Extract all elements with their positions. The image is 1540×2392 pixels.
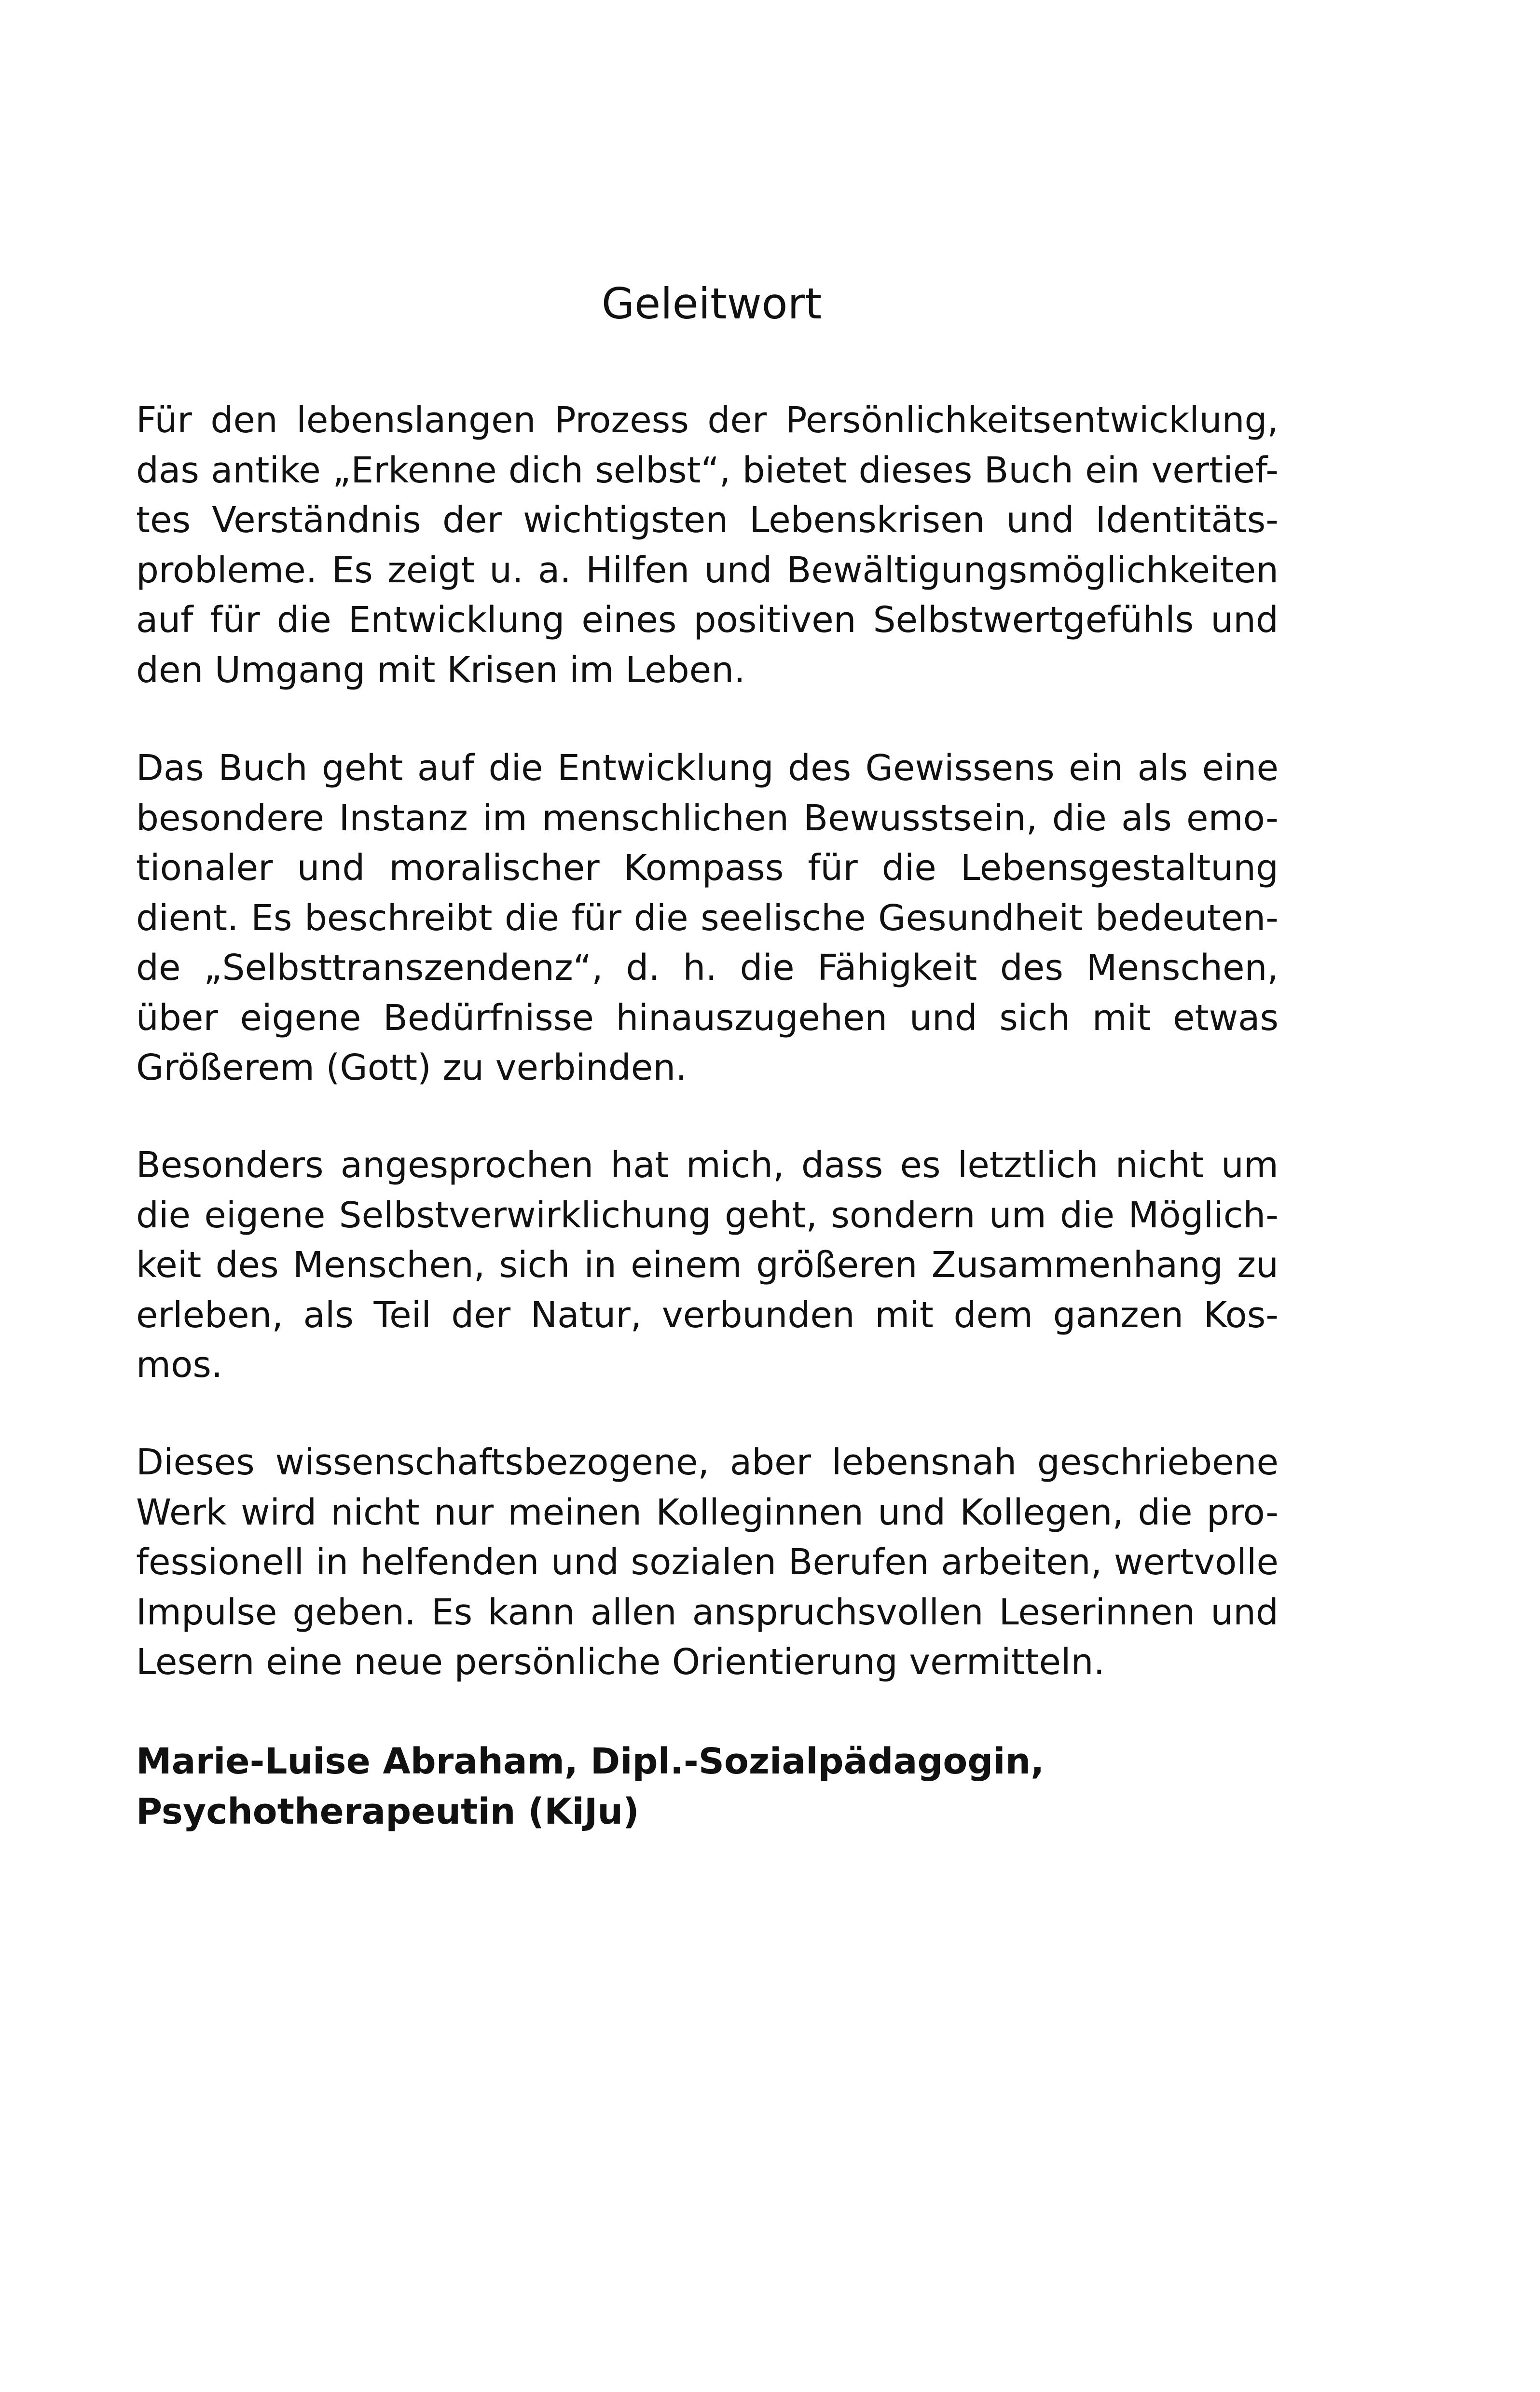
paragraph-line: über eigene Bedürfnisse hinauszugehen und sich mit etwas [136, 997, 1279, 1039]
paragraph-line: das antike „Erkenne dich selbst“, bietet dieses Buch ein vertief- [136, 449, 1279, 491]
paragraph-line: besondere Instanz im menschlichen Bewusstsein, die als emo- [136, 797, 1279, 839]
paragraph-line: Für den lebenslangen Prozess der Persönlichkeitsentwicklung, [136, 399, 1279, 441]
paragraph-line: de „Selbsttranszendenz“, d. h. die Fähigkeit des Menschen, [136, 947, 1279, 989]
paragraph-2 [136, 743, 1279, 1093]
paragraph-line: die eigene Selbstverwirklichung geht, sondern um die Möglich- [136, 1194, 1279, 1236]
signature [136, 1737, 1279, 1837]
paragraph-1 [136, 396, 1279, 695]
paragraph-line: dient. Es beschreibt die für die seelische Gesundheit bedeuten- [136, 897, 1279, 939]
paragraph-line: keit des Menschen, sich in einem größeren Zusammenhang zu [136, 1244, 1279, 1286]
paragraph-line: Werk wird nicht nur meinen Kolleginnen und Kollegen, die pro- [136, 1491, 1279, 1533]
paragraph-4 [136, 1438, 1279, 1688]
signature-line: Marie-Luise Abraham, Dipl.-Sozialpädagogin, [136, 1741, 1045, 1782]
paragraph-line: Dieses wissenschaftsbezogene, aber lebensnah geschriebene [136, 1442, 1279, 1483]
paragraph-line: Größerem (Gott) zu verbinden. [136, 1047, 687, 1088]
paragraph-line: Impulse geben. Es kann allen anspruchsvollen Leserinnen und [136, 1591, 1279, 1633]
paragraph-line: den Umgang mit Krisen im Leben. [136, 649, 745, 691]
signature-line: Psychotherapeutin (KiJu) [136, 1790, 639, 1832]
paragraph-line: tes Verständnis der wichtigsten Lebenskrisen und Identitäts- [136, 499, 1279, 541]
page-title: Geleitwort [601, 279, 822, 329]
paragraph-3 [136, 1141, 1279, 1390]
paragraph-line: Lesern eine neue persönliche Orientierung vermitteln. [136, 1641, 1105, 1683]
paragraph-line: mos. [136, 1344, 223, 1386]
paragraph-line: probleme. Es zeigt u. a. Hilfen und Bewältigungsmöglichkeiten [136, 549, 1279, 591]
paragraph-line: erleben, als Teil der Natur, verbunden mit dem ganzen Kos- [136, 1294, 1279, 1336]
paragraph-line: auf für die Entwicklung eines positiven Selbstwertgefühls und [136, 599, 1279, 641]
paragraph-line: fessionell in helfenden und sozialen Berufen arbeiten, wertvolle [136, 1541, 1279, 1583]
paragraph-line: tionaler und moralischer Kompass für die Lebensgestaltung [136, 847, 1279, 889]
paragraph-line: Besonders angesprochen hat mich, dass es letztlich nicht um [136, 1144, 1279, 1186]
paragraph-line: Das Buch geht auf die Entwicklung des Gewissens ein als eine [136, 747, 1279, 789]
